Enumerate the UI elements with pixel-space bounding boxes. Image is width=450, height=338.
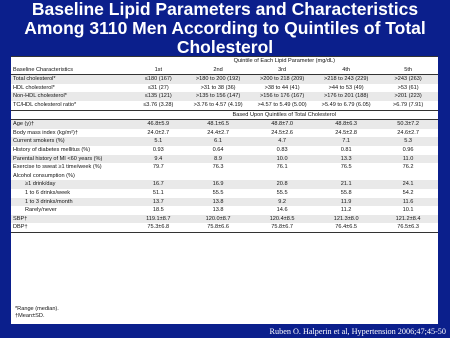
table-cell: 11.2	[340, 207, 352, 214]
table-cell: 9.4	[131, 155, 187, 164]
table-cell: ≤31 (27)	[147, 84, 169, 91]
table-cell: 7.1	[314, 137, 378, 146]
table-cell: >53 (61)	[397, 84, 419, 91]
table-cell: 75.8±6.6	[186, 223, 250, 232]
table-cell: 55.8	[340, 189, 352, 196]
table-cell: >38 to 44 (41)	[264, 84, 300, 91]
table-row	[11, 92, 438, 101]
table-cell: 46.8±5.9	[131, 120, 187, 129]
table-cell: 13.7	[131, 198, 187, 207]
table-cell: >135 to 156 (147)	[186, 92, 250, 101]
table-cell: >176 to 201 (188)	[314, 92, 378, 101]
table-cell: 24.0±2.7	[147, 129, 170, 136]
row-label: Exercise to sweat ≥1 time/week (%)	[13, 164, 102, 171]
table-cell: 0.64	[212, 146, 224, 153]
table-cell: >218 to 243 (229)	[314, 75, 378, 84]
table-cell: 8.9	[186, 155, 250, 164]
table-row	[11, 163, 438, 172]
alcohol-label: Alcohol consumption (%)	[13, 172, 75, 179]
table-cell: 76.4±6.5	[314, 223, 378, 232]
table-cell: >5.49 to 6.79 (6.05)	[314, 101, 378, 110]
table-panel	[11, 56, 438, 324]
table-cell: >201 (223)	[378, 92, 438, 101]
table-cell: 48.8±6.3	[314, 120, 378, 129]
table-cell: 21.1	[314, 180, 378, 189]
table-cell: 79.7	[152, 164, 164, 171]
table-row	[11, 155, 438, 164]
row-label: Body mass index (kg/m²)†	[13, 129, 78, 136]
table-cell: 48.8±7.0	[250, 120, 314, 129]
row-label: Non-HDL cholesterol*	[11, 92, 131, 101]
table-row	[11, 75, 438, 84]
table-row	[11, 146, 438, 155]
table-cell: 120.0±8.7	[186, 215, 250, 224]
subheader: Based Upon Quintiles of Total Cholesterol	[131, 110, 438, 120]
table-cell: 76.3	[212, 164, 224, 171]
table-cell: 76.2	[402, 164, 414, 171]
table-cell: >156 to 176 (167)	[250, 92, 314, 101]
table-cell: 16.7	[131, 180, 187, 189]
footnotes	[15, 306, 59, 320]
table-cell: 0.81	[340, 146, 352, 153]
slide-title	[0, 0, 450, 54]
row-label: TC/HDL cholesterol ratio*	[11, 101, 131, 110]
table-cell: ≤3.76 (3.28)	[131, 101, 187, 110]
row-label: HDL cholesterol*	[13, 84, 55, 91]
table-cell: 120.4±8.5	[250, 215, 314, 224]
table-cell: 24.4±2.7	[207, 129, 229, 136]
column-header-row	[11, 66, 438, 75]
group-header: Quintile of Each Lipid Parameter (mg/dL)	[131, 57, 438, 66]
table-cell: 6.1	[186, 137, 250, 146]
table-cell: 48.1±6.5	[186, 120, 250, 129]
table-cell: 0.96	[402, 146, 414, 153]
table-cell: 13.3	[314, 155, 378, 164]
citation: Ruben O. Halperin et al, Hypertension 2006;47;45-50	[269, 327, 446, 336]
title-line-3: Cholesterol	[176, 37, 274, 54]
table-cell: 11.6	[378, 198, 438, 207]
title-line-1: Baseline Lipid Parameters and Characteristics	[31, 0, 419, 19]
col-header-1st: 1st	[131, 66, 187, 75]
table-cell: >180 to 200 (192)	[186, 75, 250, 84]
table-cell: 121.2±8.4	[378, 215, 438, 224]
table-cell: 50.3±7.2	[378, 120, 438, 129]
table-cell: 10.0	[250, 155, 314, 164]
col-header-3rd: 3rd	[250, 66, 314, 75]
row-label: Parental history of MI <60 years (%)	[11, 155, 131, 164]
table-cell: 55.5	[212, 189, 224, 196]
table-row	[11, 223, 438, 232]
table-row	[11, 101, 438, 110]
subheader-row	[11, 110, 438, 120]
table-row	[11, 120, 438, 129]
row-label: 1 to 6 drinks/week	[25, 189, 71, 196]
baseline-table	[11, 56, 438, 233]
table-cell: 16.9	[186, 180, 250, 189]
col-header-2nd: 2nd	[186, 66, 250, 75]
title-line-2: Among 3110 Men According to Quintiles of Total	[24, 18, 426, 38]
row-label: Age (y)†	[11, 120, 131, 129]
table-cell: 24.1	[378, 180, 438, 189]
table-cell: >4.57 to 5.49 (5.00)	[250, 101, 314, 110]
table-cell: 76.1	[276, 164, 288, 171]
table-cell: 24.6±2.7	[397, 129, 419, 136]
col-header-4th: 4th	[314, 66, 378, 75]
table-cell: 4.7	[250, 137, 314, 146]
table-cell: 13.8	[212, 207, 224, 214]
table-cell: 10.1	[402, 207, 414, 214]
table-row	[11, 84, 438, 93]
col-header-5th: 5th	[378, 66, 438, 75]
table-cell: 20.8	[250, 180, 314, 189]
alcohol-label-row	[11, 172, 438, 181]
row-label: ≥1 drink/day	[11, 180, 131, 189]
table-cell: >200 to 218 (209)	[250, 75, 314, 84]
group-header-row	[11, 57, 438, 66]
table-cell: 54.2	[402, 189, 414, 196]
table-cell: 121.3±8.0	[314, 215, 378, 224]
table-row	[11, 137, 438, 146]
table-row	[11, 198, 438, 207]
table-cell: 14.6	[276, 207, 288, 214]
table-cell: 76.5±6.3	[378, 223, 438, 232]
table-cell: 18.5	[152, 207, 164, 214]
table-row	[11, 180, 438, 189]
table-cell: >3.76 to 4.57 (4.19)	[186, 101, 250, 110]
table-cell: ≤135 (121)	[131, 92, 187, 101]
table-cell: 24.5±2.6	[271, 129, 293, 136]
table-cell: 13.8	[186, 198, 250, 207]
row-label: SBP†	[11, 215, 131, 224]
table-cell: 11.0	[378, 155, 438, 164]
table-cell: 55.5	[276, 189, 288, 196]
table-row	[11, 189, 438, 198]
table-cell: >44 to 53 (49)	[328, 84, 364, 91]
row-label: Total cholesterol*	[11, 75, 131, 84]
row-label: DBP†	[11, 223, 131, 232]
col-header-characteristics: Baseline Characteristics	[11, 66, 131, 75]
table-cell: 5.3	[378, 137, 438, 146]
table-cell: 75.8±6.7	[250, 223, 314, 232]
row-label: Rarely/never	[25, 207, 57, 214]
footnote-range: *Range (median).	[15, 306, 59, 312]
table-cell: 119.1±8.7	[131, 215, 187, 224]
row-label: History of diabetes mellitus (%)	[13, 146, 91, 153]
table-cell: 0.83	[276, 146, 288, 153]
table-cell: 5.1	[131, 137, 187, 146]
table-cell: ≤180 (167)	[131, 75, 187, 84]
table-cell: 75.3±6.8	[131, 223, 187, 232]
table-cell: 11.9	[314, 198, 378, 207]
table-cell: 0.93	[152, 146, 164, 153]
table-cell: 76.5	[340, 164, 352, 171]
row-label: 1 to 3 drinks/month	[11, 198, 131, 207]
table-cell: 51.1	[152, 189, 164, 196]
row-label: Current smokers (%)	[11, 137, 131, 146]
table-cell: >31 to 38 (36)	[200, 84, 236, 91]
table-row	[11, 129, 438, 138]
table-cell: 9.2	[250, 198, 314, 207]
table-cell: >6.79 (7.91)	[378, 101, 438, 110]
table-cell: 24.5±2.8	[335, 129, 358, 136]
table-row	[11, 215, 438, 224]
table-cell: >243 (263)	[378, 75, 438, 84]
footnote-mean: †Mean±SD.	[15, 313, 45, 319]
table-row	[11, 206, 438, 215]
table-body	[11, 57, 438, 233]
